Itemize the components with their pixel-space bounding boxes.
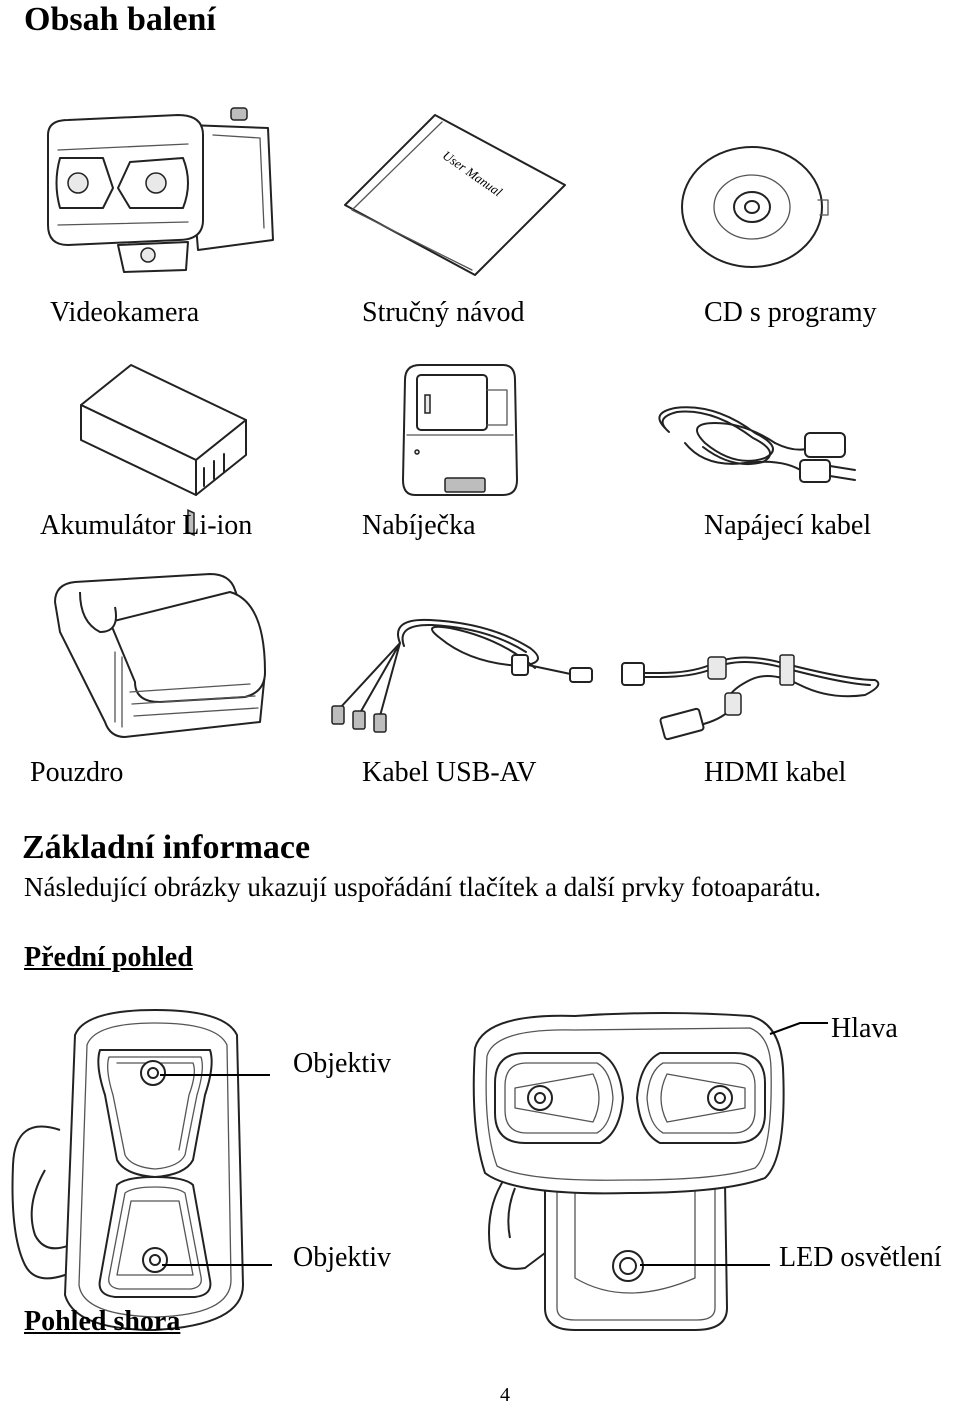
battery-icon (76, 360, 251, 500)
item-label-camcorder: Videokamera (50, 297, 200, 328)
item-label-usb-av: Kabel USB-AV (362, 757, 537, 788)
camera-front-view-drawing (465, 1008, 795, 1338)
label-lens-bottom: Objektiv (293, 1242, 391, 1273)
cd-icon (680, 145, 830, 275)
page-number: 4 (500, 1384, 510, 1406)
section-intro-text: Následující obrázky ukazují uspořádání tlačítek a další prvky fotoaparátu. (24, 872, 821, 902)
pouch-icon (50, 572, 275, 742)
label-lens-top: Objektiv (293, 1048, 391, 1079)
leader-led (640, 1262, 775, 1270)
item-label-pouch: Pouzdro (30, 757, 124, 788)
item-label-hdmi: HDMI kabel (704, 757, 847, 788)
section-title-package-contents: Obsah balení (24, 1, 216, 38)
manual-icon (340, 110, 570, 280)
manual-cover-text: User Manual (439, 147, 506, 200)
leader-head (770, 1018, 830, 1038)
charger-icon (395, 360, 525, 500)
item-label-power-cable: Napájecí kabel (704, 510, 872, 541)
camcorder-icon (38, 100, 278, 275)
item-label-battery: Akumulátor Li-ion (40, 510, 253, 541)
subheading-front-view: Přední pohled (24, 942, 193, 973)
item-label-manual: Stručný návod (362, 297, 525, 328)
section-title-basic-info: Základní informace (22, 829, 311, 866)
power-cable-icon (645, 398, 860, 498)
subheading-top-view: Pohled shora (24, 1306, 181, 1337)
label-led: LED osvětlení (779, 1242, 942, 1273)
item-label-cd: CD s programy (704, 297, 877, 328)
usb-av-cable-icon (320, 608, 600, 733)
leader-lens-bottom (162, 1260, 277, 1270)
camera-top-view-drawing (5, 1005, 250, 1335)
label-head: Hlava (831, 1013, 898, 1044)
item-label-charger: Nabíječka (362, 510, 476, 541)
leader-lens-top (160, 1072, 275, 1082)
hdmi-cable-icon (620, 625, 885, 745)
